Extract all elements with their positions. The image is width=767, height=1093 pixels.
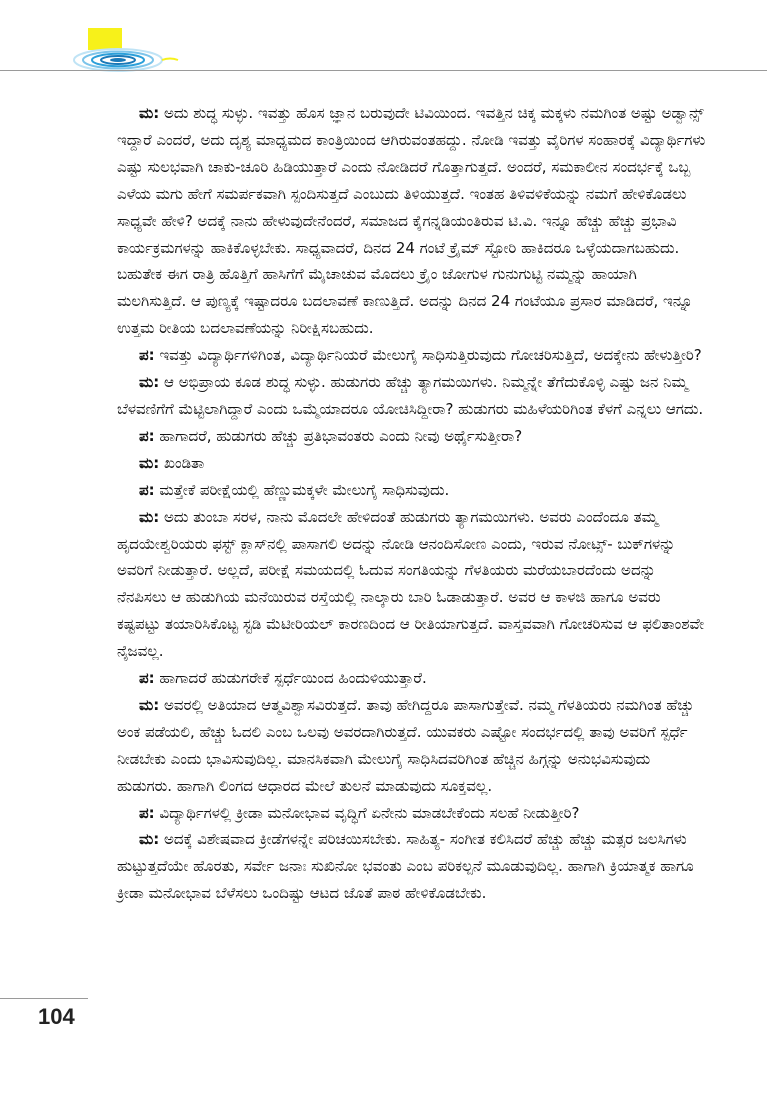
paragraph-text: ಖಂಡಿತಾ [164,453,205,472]
speaker-label: ಪ: [139,426,155,445]
paragraph [117,100,707,342]
paragraph-text: ಇವತ್ತು ವಿದ್ಯಾರ್ಥಿಗಳಿಗಿಂತ, ವಿದ್ಯಾರ್ಥಿನಿಯರೆ ಮೇಲುಗೈ ಸಾಧಿಸುತ್ತಿರುವುದು ಗೋಚರಿಸುತ್ತಿದೆ, ಅದಕ್ಕೇನು ಹೇಳುತ್ತೀರಿ? [159,346,702,365]
speaker-label: ಮ: [139,507,160,526]
paragraph-text: ಹಾಗಾದರೆ, ಹುಡುಗರು ಹೆಚ್ಚು ಪ್ರತಿಭಾವಂತರು ಎಂದು ನೀವು ಅರ್ಥೈಸುತ್ತೀರಾ? [159,426,523,445]
paragraph-text: ಹಾಗಾದರೆ ಹುಡುಗರೇಕೆ ಸ್ಪರ್ಧೆಯಿಂದ ಹಿಂದುಳಿಯುತ್ತಾರೆ. [159,669,427,688]
paragraph [117,477,707,504]
paragraph-text: ವಿದ್ಯಾರ್ಥಿಗಳಲ್ಲಿ ಕ್ರೀಡಾ ಮನೋಭಾವ ವೃದ್ಧಿಗೆ ಏನೇನು ಮಾಡಬೇಕೆಂದು ಸಲಹೆ ನೀಡುತ್ತೀರಿ? [159,803,580,822]
article-body [117,100,707,907]
footer-divider [0,998,88,999]
speaker-label: ಮ: [139,830,160,849]
speaker-label: ಮ: [139,695,160,714]
paragraph-text: ಮತ್ತೇಕೆ ಪರೀಕ್ಷೆಯಲ್ಲಿ ಹೆಣ್ಣುಮಕ್ಕಳೇ ಮೇಲುಗೈ ಸಾಧಿಸುವುದು. [159,480,450,499]
header-divider [0,70,767,71]
paragraph [117,665,707,692]
paragraph-text: ಅದಕ್ಕೆ ವಿಶೇಷವಾದ ಕ್ರೀಡೆಗಳನ್ನೇ ಪರಿಚಯಿಸಬೇಕು. ಸಾಹಿತ್ಯ- ಸಂಗೀತ ಕಲಿಸಿದರೆ ಹೆಚ್ಚು ಹೆಚ್ಚು ಮತ್ಸರ ಜಲಸಿಗಳು ಹುಟ್ಟುತ್ತದೆಯೇ ಹೊರತು, ಸರ್ವೇ ಜನಾಃ ಸುಖಿನೋ ಭವಂತು ಎಂಬ ಪರಿಕಲ್ಪನೆ ಮೂಡುವುದಿಲ್ಲ. ಹಾಗಾಗಿ ಕ್ರಿಯಾತ್ಮಕ ಹಾಗೂ ಕ್ರೀಡಾ ಮನೋಭಾವ ಬೆಳೆಸಲು ಒಂದಿಷ್ಟು ಆಟದ ಜೊತೆ ಪಾಠ ಹೇಳಿಕೊಡಬೇಕು. [117,830,694,903]
paragraph [117,826,707,907]
speaker-label: ಮ: [139,373,160,392]
paragraph [117,800,707,827]
speaker-label: ಮ: [139,104,160,122]
paragraph-text: ಅವರಲ್ಲಿ ಅತಿಯಾದ ಆತ್ಮವಿಶ್ವಾಸವಿರುತ್ತದೆ. ತಾವು ಹೇಗಿದ್ದರೂ ಪಾಸಾಗುತ್ತೇವೆ. ನಮ್ಮ ಗೆಳತಿಯರು ನಮಗಿಂತ ಹೆಚ್ಚು ಅಂಕ ಪಡೆಯಲಿ, ಹೆಚ್ಚು ಓದಲಿ ಎಂಬ ಒಲವು ಅವರದಾಗಿರುತ್ತದೆ. ಯುವಕರು ಎಷ್ಟೋ ಸಂದರ್ಭದಲ್ಲಿ ತಾವು ಅವರಿಗೆ ಸ್ಪರ್ಧೆ ನೀಡಬೇಕು ಎಂದು ಭಾವಿಸುವುದಿಲ್ಲ. ಮಾನಸಿಕವಾಗಿ ಮೇಲುಗೈ ಸಾಧಿಸಿದವರಿಗಿಂತ ಹೆಚ್ಚಿನ ಹಿಗ್ಗನ್ನು ಅನುಭವಿಸುವುದು ಹುಡುಗರು. ಹಾಗಾಗಿ ಲಿಂಗದ ಆಧಾರದ ಮೇಲೆ ತುಲನೆ ಮಾಡುವುದು ಸೂಕ್ತವಲ್ಲ. [117,695,694,795]
speaker-label: ಪ: [139,480,155,499]
paragraph-text: ಆ ಅಭಿಪ್ರಾಯ ಕೂಡ ಶುದ್ಧ ಸುಳ್ಳು. ಹುಡುಗರು ಹೆಚ್ಚು ತ್ಯಾಗಮಯಿಗಳು. ನಿಮ್ಮನ್ನೇ ತೆಗೆದುಕೊಳ್ಳಿ ಎಷ್ಟು ಜನ ನಿಮ್ಮ ಬೆಳವಣಿಗೆಗೆ ಮೆಟ್ಟಿಲಾಗಿದ್ದಾರೆ ಎಂದು ಒಮ್ಮೆಯಾದರೂ ಯೋಚಿಸಿದ್ದೀರಾ? ಹುಡುಗರು ಮಹಿಳೆಯರಿಗಿಂತ ಕೆಳಗೆ ಎನ್ನಲು ಆಗದು. [117,373,704,418]
paragraph-text: ಅದು ತುಂಬಾ ಸರಳ, ನಾನು ಮೊದಲೇ ಹೇಳಿದಂತೆ ಹುಡುಗರು ತ್ಯಾಗಮಯಿಗಳು. ಅವರು ಎಂದೆಂದೂ ತಮ್ಮ ಹೃದಯೇಶ್ವರಿಯರು ಫಸ್ಟ್ ಕ್ಲಾಸ್‌ನಲ್ಲಿ ಪಾಸಾಗಲಿ ಅದನ್ನು ನೋಡಿ ಆನಂದಿಸೋಣ ಎಂದು, ಇರುವ ನೋಟ್ಸ್- ಬುಕ್‌ಗಳನ್ನು ಅವರಿಗೆ ನೀಡುತ್ತಾರೆ. ಅಲ್ಲದೆ, ಪರೀಕ್ಷೆ ಸಮಯದಲ್ಲಿ ಓದುವ ಸಂಗತಿಯನ್ನು ಗೆಳತಿಯರು ಮರೆಯಬಾರದೆಂದು ಅದನ್ನು ನೆನಪಿಸಲು ಆ ಹುಡುಗಿಯ ಮನೆಯಿರುವ ರಸ್ತೆಯಲ್ಲಿ ನಾಲ್ಕಾರು ಬಾರಿ ಓಡಾಡುತ್ತಾರೆ. ಅವರ ಆ ಕಾಳಜಿ ಹಾಗೂ ಅವರು ಕಷ್ಟಪಟ್ಟು ತಯಾರಿಸಿಕೊಟ್ಟ ಸ್ಟಡಿ ಮೆಟೀರಿಯಲ್ ಕಾರಣದಿಂದ ಆ ರೀತಿಯಾಗುತ್ತದೆ. ವಾಸ್ತವವಾಗಿ ಗೋಚರಿಸುವ ಆ ಫಲಿತಾಂಶವೇ ನೈಜವಲ್ಲ. [117,507,705,661]
paragraph [117,423,707,450]
page-number: 104 [38,1004,75,1029]
paragraph [117,369,707,423]
paragraph [117,342,707,369]
speaker-label: ಮ: [139,453,160,472]
paragraph-text: ಅದು ಶುದ್ಧ ಸುಳ್ಳು. ಇವತ್ತು ಹೊಸ ಜ್ಞಾನ ಬರುವುದೇ ಟಿವಿಯಿಂದ. ಇವತ್ತಿನ ಚಿಕ್ಕ ಮಕ್ಕಳು ನಮಗಿಂತ ಅಷ್ಟು ಅಡ್ವಾನ್ಸ್ ಇದ್ದಾರೆ ಎಂದರೆ, ಅದು ದೃಶ್ಯ ಮಾಧ್ಯಮದ ಕಾಂತ್ರಿಯಿಂದ ಆಗಿರುವಂತಹದ್ದು. ನೋಡಿ ಇವತ್ತು ವೈರಿಗಳ ಸಂಹಾರಕ್ಕೆ ವಿದ್ಯಾರ್ಥಿಗಳು ಎಷ್ಟು ಸುಲಭವಾಗಿ ಚಾಕು-ಚೂರಿ ಹಿಡಿಯುತ್ತಾರೆ ಎಂದು ನೋಡಿದರೆ ಗೊತ್ತಾಗುತ್ತದೆ. ಅಂದರೆ, ಸಮಕಾಲೀನ ಸಂದರ್ಭಕ್ಕೆ ಒಬ್ಬ ಎಳೆಯ ಮಗು ಹೇಗೆ ಸಮರ್ಪಕವಾಗಿ ಸ್ಪಂದಿಸುತ್ತದೆ ಎಂಬುದು ತಿಳಿಯುತ್ತದೆ. ಇಂತಹ ತಿಳಿವಳಿಕೆಯನ್ನು ನಮಗೆ ಹೇಳಿಕೊಡಲು ಸಾಧ್ಯವೇ ಹೇಳಿ? ಅದಕ್ಕೆ ನಾನು ಹೇಳುವುದೇನೆಂದರೆ, ಸಮಾಜದ ಕೈಗನ್ನಡಿಯಂತಿರುವ ಟಿ.ವಿ. ಇನ್ನೂ ಹೆಚ್ಚು ಹೆಚ್ಚು ಪ್ರಭಾವಿ ಕಾರ್ಯಕ್ರಮಗಳನ್ನು ಹಾಕಿಕೊಳ್ಳಬೇಕು. ಸಾಧ್ಯವಾದರೆ, ದಿನದ 24 ಗಂಟೆ ಕ್ರೈಮ್ ಸ್ಟೋರಿ ಹಾಕಿದರೂ ಒಳ್ಳೆಯದಾಗಬಹುದು. ಬಹುತೇಕ ಈಗ ರಾತ್ರಿ ಹೊತ್ತಿಗೆ ಹಾಸಿಗೆಗೆ ಮೈಚಾಚುವ ಮೊದಲು ಕ್ರೈಂ ಜೋಗುಳ ಗುನುಗುಟ್ಟಿ ನಮ್ಮನ್ನು ಹಾಯಾಗಿ ಮಲಗಿಸುತ್ತಿದೆ. ಆ ಪುಣ್ಯಕ್ಕೆ ಇಷ್ಟಾದರೂ ಬದಲಾವಣೆ ಕಾಣುತ್ತಿದೆ. ಅದನ್ನು ದಿನದ 24 ಗಂಟೆಯೂ ಪ್ರಸಾರ ಮಾಡಿದರೆ, ಇನ್ನೂ ಉತ್ತಮ ರೀತಿಯ ಬದಲಾವಣೆಯನ್ನು ನಿರೀಕ್ಷಿಸಬಹುದು. [117,104,706,338]
speaker-label: ಪ: [139,346,155,365]
paragraph [117,692,707,800]
paragraph [117,504,707,665]
speaker-label: ಪ: [139,803,155,822]
speaker-label: ಪ: [139,669,155,688]
paragraph [117,450,707,477]
